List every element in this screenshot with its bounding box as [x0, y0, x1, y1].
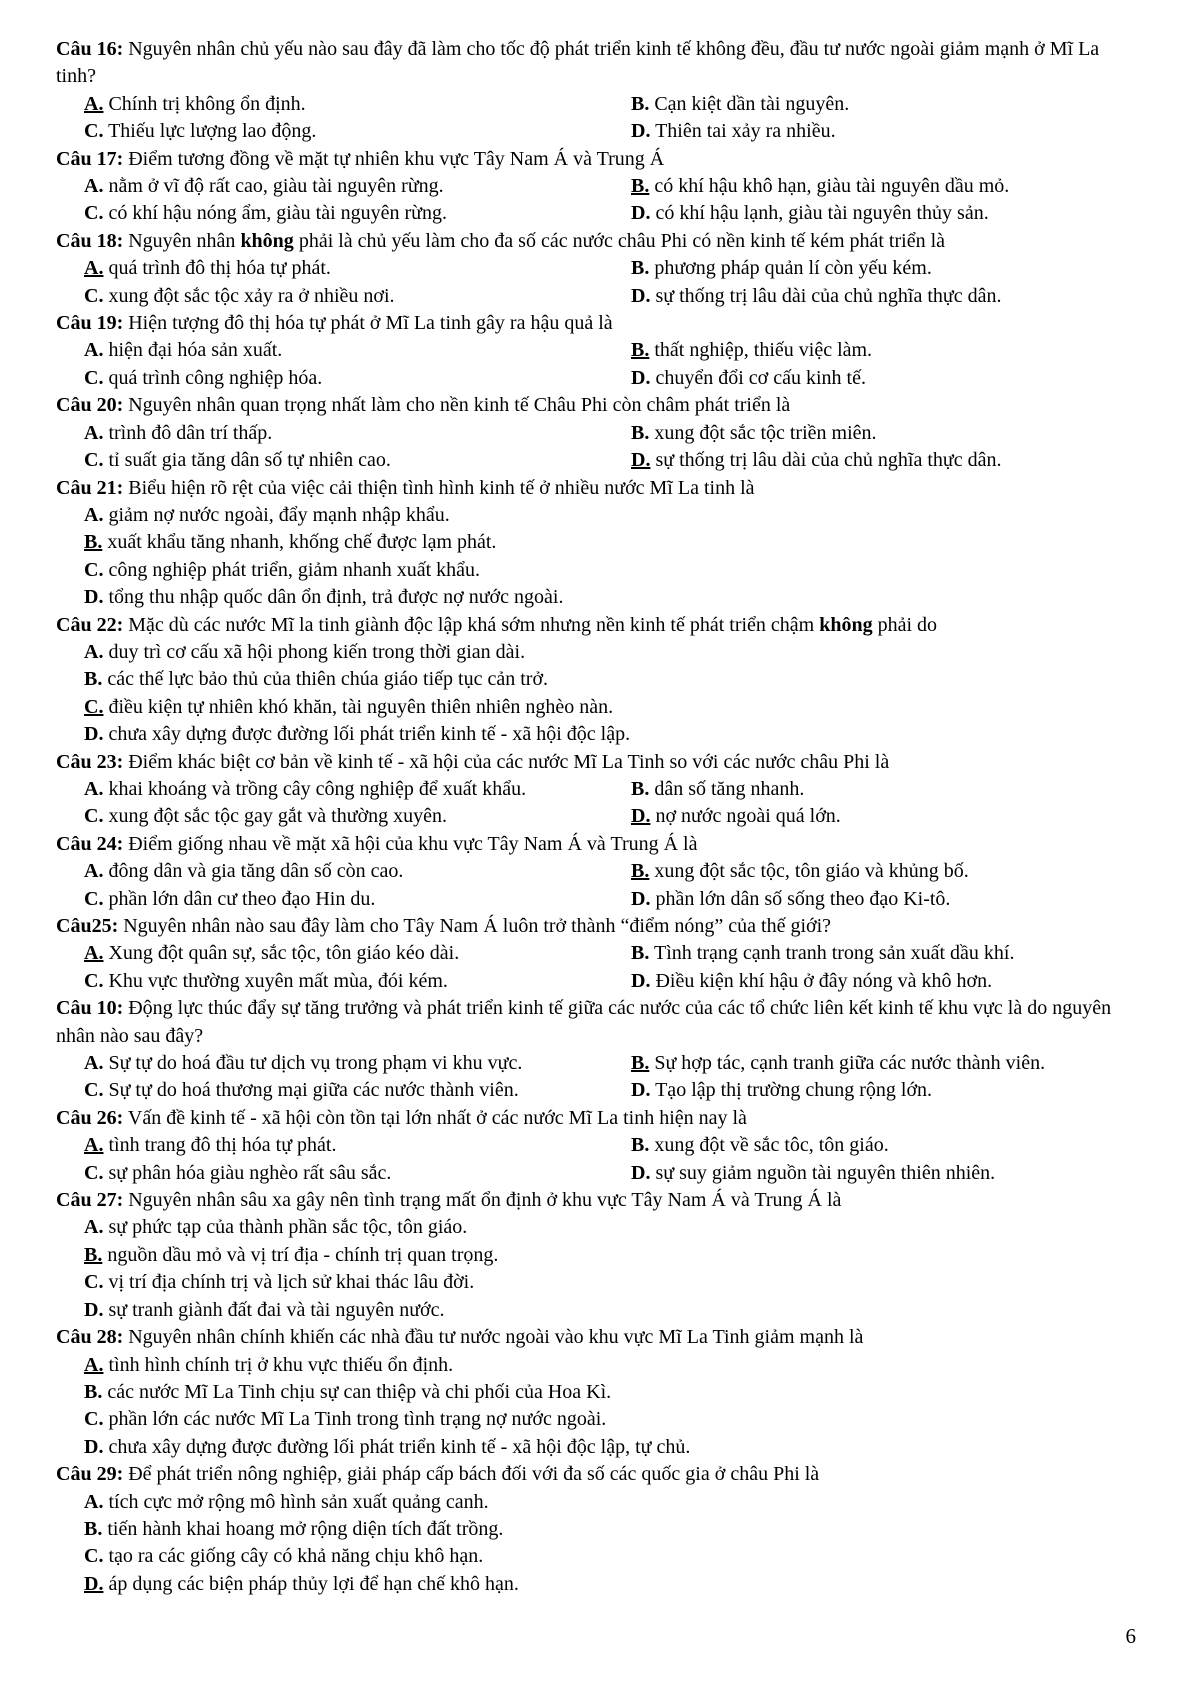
option-c: C. tỉ suất gia tăng dân số tự nhiên cao.: [84, 449, 391, 472]
option-c: C. công nghiệp phát triển, giảm nhanh xuất khẩu.: [84, 558, 481, 581]
option-b: B. xung đột về sắc tôc, tôn giáo.: [631, 1134, 889, 1157]
question-block: [56, 228, 1136, 310]
question-stem: Câu 18: Nguyên nhân không phải là chủ yếu làm cho đa số các nước châu Phi có nền kinh tế kém phát triển là: [56, 229, 946, 252]
option-b: B. Sự hợp tác, cạnh tranh giữa các nước thành viên.: [631, 1052, 1046, 1075]
option-b: B. các nước Mĩ La Tinh chịu sự can thiệp và chi phối của Hoa Kì.: [84, 1380, 612, 1403]
question-block: [56, 1461, 1136, 1598]
option-b: B. Tình trạng cạnh tranh trong sản xuất dầu khí.: [631, 942, 1015, 965]
question-block: [56, 749, 1136, 831]
option-d: D. chưa xây dựng được đường lối phát triển kinh tế - xã hội độc lập.: [84, 723, 631, 746]
question-stem: Câu 20: Nguyên nhân quan trọng nhất làm cho nền kinh tế Châu Phi còn châm phát triển là: [56, 394, 791, 417]
option-a: A. tích cực mở rộng mô hình sản xuất quảng canh.: [84, 1490, 489, 1513]
question-block: [56, 612, 1136, 749]
question-stem: Câu25: Nguyên nhân nào sau đây làm cho Tây Nam Á luôn trở thành “điểm nóng” của thế giới?: [56, 915, 832, 937]
option-a: A. nằm ở vĩ độ rất cao, giàu tài nguyên rừng.: [84, 175, 444, 198]
option-c: C. xung đột sắc tộc xảy ra ở nhiều nơi.: [84, 284, 395, 307]
question-block: [56, 995, 1136, 1105]
option-a: A. Sự tự do hoá đầu tư dịch vụ trong phạm vi khu vực.: [84, 1052, 523, 1075]
question-stem: Câu 22: Mặc dù các nước Mĩ la tinh giành độc lập khá sớm nhưng nền kinh tế phát triển chậm không phải do: [56, 613, 938, 636]
option-d: D. Thiên tai xảy ra nhiều.: [631, 120, 836, 143]
option-d: D. tổng thu nhập quốc dân ổn định, trả được nợ nước ngoài.: [84, 586, 564, 609]
option-b: B. xung đột sắc tộc, tôn giáo và khủng bố.: [631, 860, 969, 883]
option-b: B. nguồn dầu mỏ và vị trí địa - chính trị quan trọng.: [84, 1243, 499, 1266]
option-a: A. quá trình đô thị hóa tự phát.: [84, 257, 331, 280]
question-stem: Câu 19: Hiện tượng đô thị hóa tự phát ở Mĩ La tinh gây ra hậu quả là: [56, 312, 613, 335]
option-b: B. tiến hành khai hoang mở rộng diện tích đất trồng.: [84, 1517, 504, 1540]
question-stem: Câu 10: Động lực thúc đẩy sự tăng trưởng và phát triển kinh tế giữa các nước của các tổ chức liên kết kinh tế khu vực là do nguyên nhân nào sau đây?: [56, 997, 1112, 1047]
question-block: [56, 1324, 1136, 1461]
option-c: C. Khu vực thường xuyên mất mùa, đói kém.: [84, 969, 448, 992]
page-number: 6: [1125, 1624, 1136, 1648]
option-a: A. sự phức tạp của thành phần sắc tộc, tôn giáo.: [84, 1216, 468, 1239]
option-b: B. các thế lực bảo thủ của thiên chúa giáo tiếp tục cản trở.: [84, 668, 549, 691]
option-a: A. giảm nợ nước ngoài, đẩy mạnh nhập khẩu.: [84, 503, 450, 526]
option-d: D. áp dụng các biện pháp thủy lợi để hạn chế khô hạn.: [84, 1572, 519, 1595]
option-a: A. Chính trị không ổn định.: [84, 92, 306, 115]
option-c: C. sự phân hóa giàu nghèo rất sâu sắc.: [84, 1161, 392, 1184]
question-block: [56, 310, 1136, 392]
option-c: C. Sự tự do hoá thương mại giữa các nước thành viên.: [84, 1079, 519, 1102]
question-stem: Câu 26: Vấn đề kinh tế - xã hội còn tồn tại lớn nhất ở các nước Mĩ La tinh hiện nay là: [56, 1106, 747, 1129]
question-block: [56, 475, 1136, 612]
option-a: A. khai khoáng và trồng cây công nghiệp để xuất khẩu.: [84, 777, 527, 800]
option-a: A. hiện đại hóa sản xuất.: [84, 339, 283, 362]
option-b: B. Cạn kiệt dần tài nguyên.: [631, 92, 850, 115]
quiz-page: [56, 36, 1136, 1598]
option-a: A. duy trì cơ cấu xã hội phong kiến trong thời gian dài.: [84, 640, 526, 663]
option-c: C. tạo ra các giống cây có khả năng chịu khô hạn.: [84, 1545, 484, 1568]
option-b: B. xung đột sắc tộc triền miên.: [631, 421, 877, 444]
option-a: A. Xung đột quân sự, sắc tộc, tôn giáo kéo dài.: [84, 942, 460, 965]
option-d: D. sự thống trị lâu dài của chủ nghĩa thực dân.: [631, 284, 1002, 307]
question-stem: Câu 17: Điểm tương đồng về mặt tự nhiên khu vực Tây Nam Á và Trung Á: [56, 147, 665, 170]
option-b: B. có khí hậu khô hạn, giàu tài nguyên dầu mỏ.: [631, 175, 1010, 198]
question-block: [56, 831, 1136, 913]
option-d: D. có khí hậu lạnh, giàu tài nguyên thủy sản.: [631, 202, 989, 225]
option-a: A. đông dân và gia tăng dân số còn cao.: [84, 860, 404, 883]
option-c: C. điều kiện tự nhiên khó khăn, tài nguyên thiên nhiên nghèo nàn.: [84, 695, 614, 718]
question-stem: Câu 27: Nguyên nhân sâu xa gây nên tình trạng mất ổn định ở khu vực Tây Nam Á và Trung Á là: [56, 1189, 842, 1212]
question-stem: Câu 21: Biểu hiện rõ rệt của việc cải thiện tình hình kinh tế ở nhiều nước Mĩ La tinh là: [56, 476, 755, 499]
option-c: C. phần lớn các nước Mĩ La Tinh trong tình trạng nợ nước ngoài.: [84, 1408, 607, 1431]
option-c: C. Thiếu lực lượng lao động.: [84, 120, 317, 143]
question-stem: Câu 29: Để phát triển nông nghiệp, giải pháp cấp bách đối với đa số các quốc gia ở châu Phi là: [56, 1463, 820, 1486]
option-c: C. quá trình công nghiệp hóa.: [84, 366, 323, 389]
option-c: C. vị trí địa chính trị và lịch sử khai thác lâu đời.: [84, 1271, 475, 1294]
option-b: B. dân số tăng nhanh.: [631, 777, 805, 800]
option-d: D. chuyển đổi cơ cấu kinh tế.: [631, 366, 866, 389]
option-c: C. xung đột sắc tộc gay gắt và thường xuyên.: [84, 805, 448, 828]
option-d: D. chưa xây dựng được đường lối phát triển kinh tế - xã hội độc lập, tự chủ.: [84, 1435, 691, 1458]
option-d: D. sự suy giảm nguồn tài nguyên thiên nhiên.: [631, 1161, 996, 1184]
question-block: [56, 1187, 1136, 1324]
option-b: B. phương pháp quản lí còn yếu kém.: [631, 257, 932, 280]
question-block: [56, 913, 1136, 995]
question-stem: Câu 28: Nguyên nhân chính khiến các nhà đầu tư nước ngoài vào khu vực Mĩ La Tinh giảm mạnh là: [56, 1326, 864, 1349]
question-block: [56, 36, 1136, 146]
option-a: A. tình hình chính trị ở khu vực thiếu ổn định.: [84, 1353, 454, 1376]
option-d: D. Điều kiện khí hậu ở đây nóng và khô hơn.: [631, 969, 993, 992]
option-d: D. Tạo lập thị trường chung rộng lớn.: [631, 1079, 933, 1102]
option-a: A. tình trang đô thị hóa tự phát.: [84, 1134, 337, 1157]
option-b: B. xuất khẩu tăng nhanh, khống chế được lạm phát.: [84, 531, 497, 554]
question-block: [56, 146, 1136, 228]
option-c: C. phần lớn dân cư theo đạo Hin du.: [84, 887, 376, 910]
option-b: B. thất nghiệp, thiếu việc làm.: [631, 339, 873, 362]
option-a: A. trình đô dân trí thấp.: [84, 421, 273, 444]
option-d: D. sự tranh giành đất đai và tài nguyên nước.: [84, 1298, 445, 1321]
option-d: D. phần lớn dân số sống theo đạo Ki-tô.: [631, 887, 951, 910]
question-block: [56, 392, 1136, 474]
option-c: C. có khí hậu nóng ẩm, giàu tài nguyên rừng.: [84, 202, 447, 225]
question-block: [56, 1105, 1136, 1187]
question-stem: Câu 24: Điểm giống nhau về mặt xã hội của khu vực Tây Nam Á và Trung Á là: [56, 832, 698, 855]
option-d: D. sự thống trị lâu dài của chủ nghĩa thực dân.: [631, 449, 1002, 472]
option-d: D. nợ nước ngoài quá lớn.: [631, 805, 841, 828]
question-stem: Câu 16: Nguyên nhân chủ yếu nào sau đây đã làm cho tốc độ phát triển kinh tế không đều, đầu tư nước ngoài giảm mạnh ở Mĩ La tinh?: [56, 38, 1100, 88]
question-stem: Câu 23: Điểm khác biệt cơ bản về kinh tế - xã hội của các nước Mĩ La Tinh so với các nước châu Phi là: [56, 750, 890, 773]
